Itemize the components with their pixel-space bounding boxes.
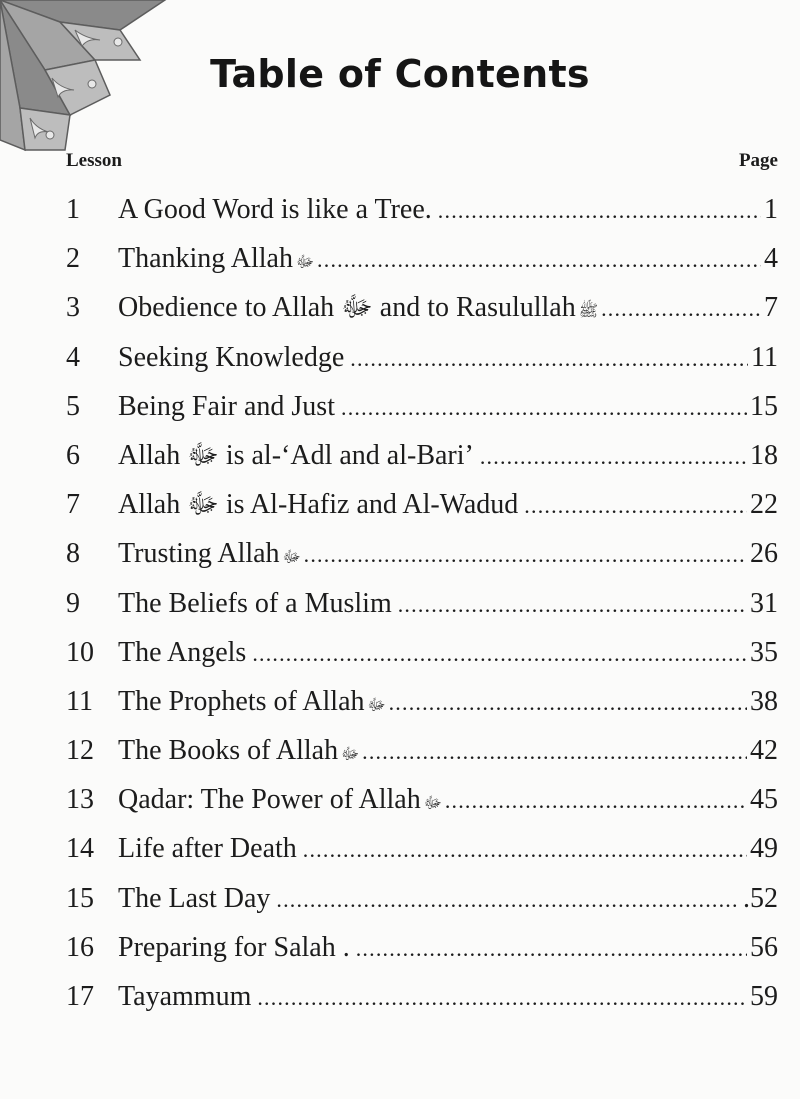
lesson-number: 11 xyxy=(66,685,93,717)
lesson-title: The Angels xyxy=(118,636,247,668)
toc-entry[interactable] xyxy=(66,336,778,385)
toc-entry[interactable] xyxy=(66,385,778,434)
honorific-glyph: ﷻ xyxy=(423,793,442,813)
honorific-glyph: ﷻ xyxy=(367,694,386,714)
page-number: 22 xyxy=(750,489,778,521)
lesson-number: 9 xyxy=(66,587,80,619)
lesson-title: The Last Day xyxy=(118,882,271,914)
lesson-title: A Good Word is like a Tree. xyxy=(118,194,432,225)
toc-entry[interactable] xyxy=(66,926,778,975)
dot-leader xyxy=(601,287,761,331)
honorific-glyph: ﷻ xyxy=(341,744,360,764)
lesson-number: 8 xyxy=(66,538,80,570)
lesson-title: Trusting Allah xyxy=(118,538,280,570)
page-number: 18 xyxy=(750,439,778,471)
page-number: 35 xyxy=(750,636,778,668)
toc-entry[interactable] xyxy=(66,188,778,237)
dot-leader xyxy=(362,730,747,774)
page-number: 56 xyxy=(750,931,778,963)
page-number: .52 xyxy=(743,882,778,914)
page-number: 7 xyxy=(764,292,778,324)
lesson-number: 6 xyxy=(66,439,80,471)
lesson-number: 7 xyxy=(66,489,80,521)
lesson-number: 3 xyxy=(66,292,80,324)
toc-entry[interactable] xyxy=(66,532,778,581)
dot-leader xyxy=(389,681,747,725)
lesson-title-wrap xyxy=(118,729,359,776)
lesson-number: 12 xyxy=(66,735,94,767)
toc-entry[interactable] xyxy=(66,631,778,680)
lesson-title: Seeking Knowledge xyxy=(118,341,345,373)
dot-leader xyxy=(480,435,747,479)
toc-entry[interactable] xyxy=(66,680,778,729)
lesson-number: 15 xyxy=(66,882,94,914)
lesson-title-wrap xyxy=(118,286,598,333)
lesson-title: Allah ﷻ is Al-Hafiz and Al-Wadud xyxy=(118,489,519,521)
page-number: 59 xyxy=(750,981,778,1012)
dot-leader xyxy=(445,779,747,823)
lesson-title-wrap xyxy=(118,926,353,973)
column-headers xyxy=(66,150,778,176)
page-number: 31 xyxy=(750,587,778,619)
toc-entry[interactable] xyxy=(66,778,778,827)
dot-leader xyxy=(438,189,761,233)
dot-leader xyxy=(341,386,747,430)
lesson-title: The Books of Allah xyxy=(118,735,339,767)
page-number: 45 xyxy=(750,784,778,816)
dot-leader xyxy=(350,337,748,381)
dot-leader xyxy=(524,484,747,528)
page-number: 38 xyxy=(750,685,778,717)
toc-entry[interactable] xyxy=(66,827,778,876)
lesson-title-wrap xyxy=(118,778,442,825)
lesson-title-wrap xyxy=(118,237,314,284)
dot-leader xyxy=(276,878,740,922)
toc-entry[interactable] xyxy=(66,434,778,483)
toc-entry[interactable] xyxy=(66,483,778,532)
page-number: 26 xyxy=(750,538,778,570)
toc-entry[interactable] xyxy=(66,975,778,1024)
page-number: 49 xyxy=(750,833,778,865)
lesson-title-wrap xyxy=(118,483,521,530)
lesson-column-header: Lesson xyxy=(66,150,122,171)
toc-entry[interactable] xyxy=(66,237,778,286)
lesson-title: Life after Death xyxy=(118,833,297,865)
lesson-number: 1 xyxy=(66,194,80,225)
lesson-title: Tayammum xyxy=(118,981,252,1012)
page-number: 1 xyxy=(764,194,778,225)
dot-leader xyxy=(317,238,761,282)
lesson-number: 14 xyxy=(66,833,94,865)
dot-leader xyxy=(252,632,747,676)
page-title: Table of Contents xyxy=(210,52,590,96)
lesson-title: Obedience to Allah ﷻ and to Rasulullah xyxy=(118,292,576,324)
lesson-title: Being Fair and Just xyxy=(118,390,335,422)
lesson-title-wrap xyxy=(118,385,338,432)
lesson-number: 4 xyxy=(66,341,80,373)
page-number: 4 xyxy=(764,243,778,275)
lesson-title-wrap xyxy=(118,631,249,678)
honorific-glyph: ﷻ xyxy=(282,547,301,567)
lesson-number: 2 xyxy=(66,243,80,275)
lesson-title: The Beliefs of a Muslim xyxy=(118,587,392,619)
dot-leader xyxy=(304,533,747,577)
lesson-title-wrap xyxy=(118,827,300,874)
lesson-number: 17 xyxy=(66,981,94,1012)
honorific-glyph: ﷺ xyxy=(578,301,599,321)
lesson-title: Allah ﷻ is al-‘Adl and al-Bari’ xyxy=(118,439,474,471)
dot-leader xyxy=(356,927,747,971)
lesson-title: The Prophets of Allah xyxy=(118,685,365,717)
dot-leader xyxy=(257,976,747,1020)
lesson-number: 10 xyxy=(66,636,94,668)
lesson-title-wrap xyxy=(118,975,254,1022)
honorific-glyph: ﷻ xyxy=(295,252,315,272)
lesson-title-wrap xyxy=(118,532,301,579)
page-column-header: Page xyxy=(738,150,778,171)
toc-entry[interactable] xyxy=(66,729,778,778)
lesson-number: 16 xyxy=(66,931,94,963)
lesson-title-wrap xyxy=(118,582,395,629)
lesson-number: 13 xyxy=(66,784,94,816)
lesson-title-wrap xyxy=(118,680,386,727)
page-number: 42 xyxy=(750,735,778,767)
page-number: 11 xyxy=(751,341,778,373)
lesson-title-wrap xyxy=(118,434,477,481)
lesson-title: Preparing for Salah . xyxy=(118,931,350,963)
lesson-number: 5 xyxy=(66,390,80,422)
lesson-title-wrap xyxy=(118,188,435,235)
lesson-title-wrap xyxy=(118,877,273,924)
toc-entry[interactable] xyxy=(66,877,778,926)
toc-entry[interactable] xyxy=(66,582,778,631)
lesson-title-wrap xyxy=(118,336,347,383)
lesson-title: Thanking Allah xyxy=(118,243,293,275)
dot-leader xyxy=(303,828,747,872)
page-number: 15 xyxy=(750,390,778,422)
dot-leader xyxy=(398,583,747,627)
lesson-title: Qadar: The Power of Allah xyxy=(118,784,421,816)
toc-entry[interactable] xyxy=(66,286,778,335)
toc-list xyxy=(66,188,778,1024)
